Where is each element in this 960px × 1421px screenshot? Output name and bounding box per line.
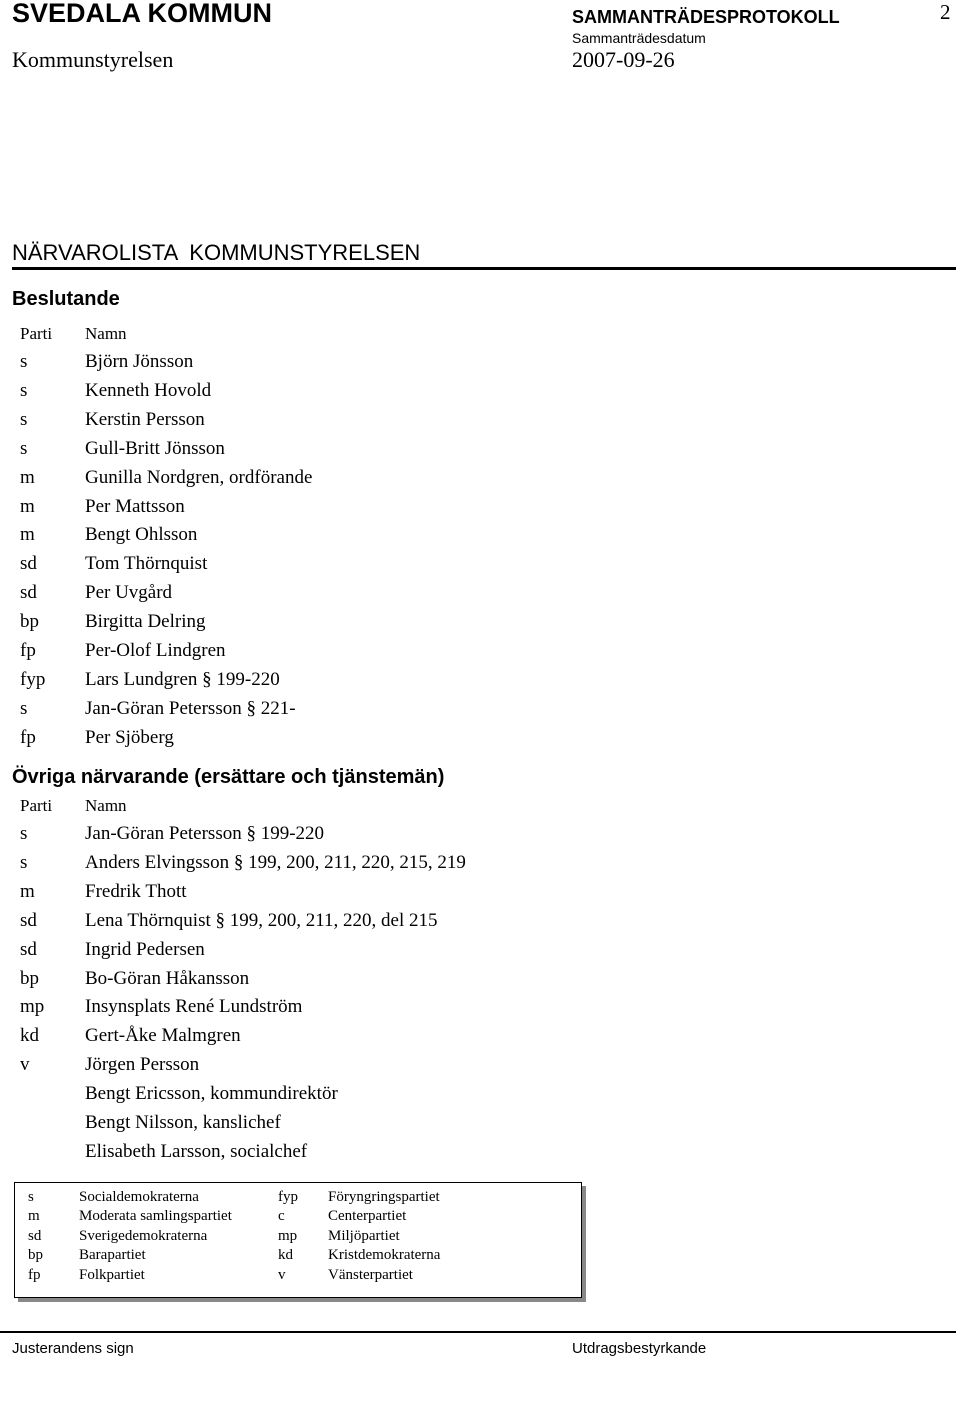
page-number: 2 xyxy=(940,0,951,24)
party-full-name: Vänsterpartiet xyxy=(328,1266,413,1283)
party-code: s xyxy=(20,697,28,719)
party-full-name: Sverigedemokraterna xyxy=(79,1227,208,1244)
member-name: Anders Elvingsson § 199, 200, 211, 220, 215, 219 xyxy=(85,851,466,873)
member-name: Tom Thörnquist xyxy=(85,553,208,575)
member-name: Jan-Göran Petersson § 221- xyxy=(85,697,296,719)
meeting-date-label: Sammanträdesdatum xyxy=(572,30,706,46)
meeting-date: 2007-09-26 xyxy=(572,47,675,72)
member-name: Per Uvgård xyxy=(85,582,173,604)
party-code: m xyxy=(20,466,35,488)
party-code: s xyxy=(20,379,28,401)
member-name: Per-Olof Lindgren xyxy=(85,640,226,661)
party-code: fp xyxy=(20,640,36,661)
member-name: Kenneth Hovold xyxy=(85,379,212,401)
party-code: s xyxy=(20,408,28,430)
document-type: SAMMANTRÄDESPROTOKOLL xyxy=(572,7,840,27)
member-name: Gull-Britt Jönsson xyxy=(85,437,225,459)
party-code: s xyxy=(20,823,28,844)
party-code: v xyxy=(20,1054,30,1076)
member-name: Jan-Göran Petersson § 199-220 xyxy=(85,823,325,844)
column-header-party: Parti xyxy=(20,796,53,815)
party-code: m xyxy=(20,880,35,902)
party-abbreviation: s xyxy=(28,1189,34,1205)
party-code: fp xyxy=(20,726,36,748)
party-code: s xyxy=(20,351,28,372)
member-name: Bengt Ohlsson xyxy=(85,524,198,546)
legend-row xyxy=(15,1208,575,1227)
member-name: Lars Lundgren § 199-220 xyxy=(85,668,280,690)
party-code: kd xyxy=(20,1025,39,1047)
column-header-party: Parti xyxy=(20,324,53,343)
party-code: m xyxy=(20,495,35,517)
member-name: Elisabeth Larsson, socialchef xyxy=(85,1140,308,1162)
party-full-name: Kristdemokraterna xyxy=(328,1247,441,1264)
member-name: Björn Jönsson xyxy=(85,351,194,372)
party-full-name: Föryngringspartiet xyxy=(328,1189,440,1205)
municipality-name: SVEDALA KOMMUN xyxy=(12,0,272,28)
party-full-name: Socialdemokraterna xyxy=(79,1189,199,1205)
party-full-name: Moderata samlingspartiet xyxy=(79,1208,232,1225)
party-abbreviation: mp xyxy=(278,1227,298,1244)
column-header-name: Namn xyxy=(85,796,127,815)
department-name: Kommunstyrelsen xyxy=(12,47,174,72)
member-name: Insynsplats René Lundström xyxy=(85,996,303,1018)
party-code: fyp xyxy=(20,668,46,690)
member-name: Fredrik Thott xyxy=(85,880,187,902)
party-abbreviation: v xyxy=(278,1266,286,1283)
party-full-name: Centerpartiet xyxy=(328,1208,407,1225)
party-abbreviation: m xyxy=(28,1208,40,1225)
member-name: Birgitta Delring xyxy=(85,611,206,633)
member-name: Ingrid Pedersen xyxy=(85,938,205,960)
party-code: bp xyxy=(20,611,39,633)
member-name: Gert-Åke Malmgren xyxy=(85,1025,241,1047)
party-full-name: Miljöpartiet xyxy=(328,1227,400,1244)
party-code: sd xyxy=(20,582,37,604)
member-name: Per Mattsson xyxy=(85,495,185,517)
member-name: Gunilla Nordgren, ordförande xyxy=(85,466,313,488)
party-code: m xyxy=(20,524,35,546)
party-abbreviation: fp xyxy=(28,1266,41,1283)
party-code: s xyxy=(20,437,28,459)
member-name: Per Sjöberg xyxy=(85,726,174,748)
column-header-name: Namn xyxy=(85,324,127,343)
party-code: sd xyxy=(20,938,37,960)
party-full-name: Folkpartiet xyxy=(79,1266,145,1283)
party-abbreviation: sd xyxy=(28,1227,42,1244)
member-name: Jörgen Persson xyxy=(85,1054,200,1076)
member-name: Bengt Ericsson, kommundirektör xyxy=(85,1083,338,1105)
party-code: mp xyxy=(20,996,45,1018)
party-code: sd xyxy=(20,909,37,931)
party-abbreviation: bp xyxy=(28,1247,43,1264)
party-code: bp xyxy=(20,967,39,989)
member-name: Lena Thörnquist § 199, 200, 211, 220, del 215 xyxy=(85,909,438,931)
party-code: sd xyxy=(20,553,37,575)
member-name: Kerstin Persson xyxy=(85,408,205,430)
party-full-name: Barapartiet xyxy=(79,1247,146,1264)
section-heading-decision-makers: Beslutande xyxy=(12,288,120,310)
footer-divider xyxy=(0,1331,956,1333)
legend-row xyxy=(15,1247,575,1266)
party-code: s xyxy=(20,851,28,873)
extract-certification-label: Utdragsbestyrkande xyxy=(572,1340,707,1357)
member-name: Bo-Göran Håkansson xyxy=(85,967,250,989)
member-name: Bengt Nilsson, kanslichef xyxy=(85,1112,281,1133)
title-divider xyxy=(12,267,956,270)
legend-row xyxy=(15,1267,575,1286)
legend-row xyxy=(15,1189,575,1208)
party-abbreviation: fyp xyxy=(278,1189,298,1205)
legend-row xyxy=(15,1228,575,1247)
adjuster-signature-label: Justerandens sign xyxy=(12,1340,134,1357)
page-title: NÄRVAROLISTA KOMMUNSTYRELSEN xyxy=(12,240,421,265)
party-abbreviation: c xyxy=(278,1208,285,1225)
party-legend-box xyxy=(14,1182,582,1298)
party-abbreviation: kd xyxy=(278,1247,293,1264)
section-heading-others-present: Övriga närvarande (ersättare och tjänstemän) xyxy=(12,766,445,788)
